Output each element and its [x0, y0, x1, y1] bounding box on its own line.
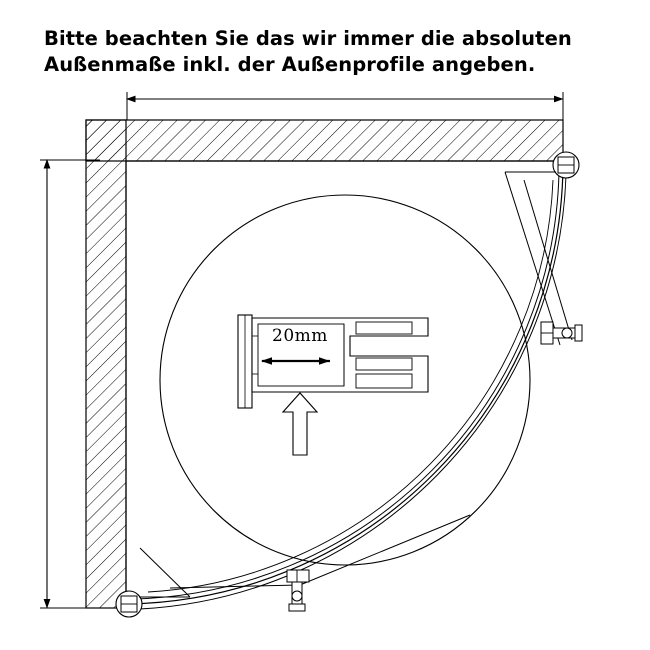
- note-line-2: Außenmaße inkl. der Außenprofile angeben.: [44, 52, 536, 76]
- hinge-bottom: [116, 591, 142, 617]
- roller-carriage-upper: [541, 322, 582, 344]
- hinge-top: [553, 152, 579, 178]
- note-line-1: Bitte beachten Sie das wir immer die absoluten: [44, 27, 572, 50]
- profile-pointer-arrow: [283, 393, 317, 455]
- wall-top: [86, 120, 563, 161]
- roller-carriage-lower: [287, 570, 309, 611]
- wall-left: [86, 120, 126, 608]
- dimension-label-20mm: 20mm: [272, 326, 328, 346]
